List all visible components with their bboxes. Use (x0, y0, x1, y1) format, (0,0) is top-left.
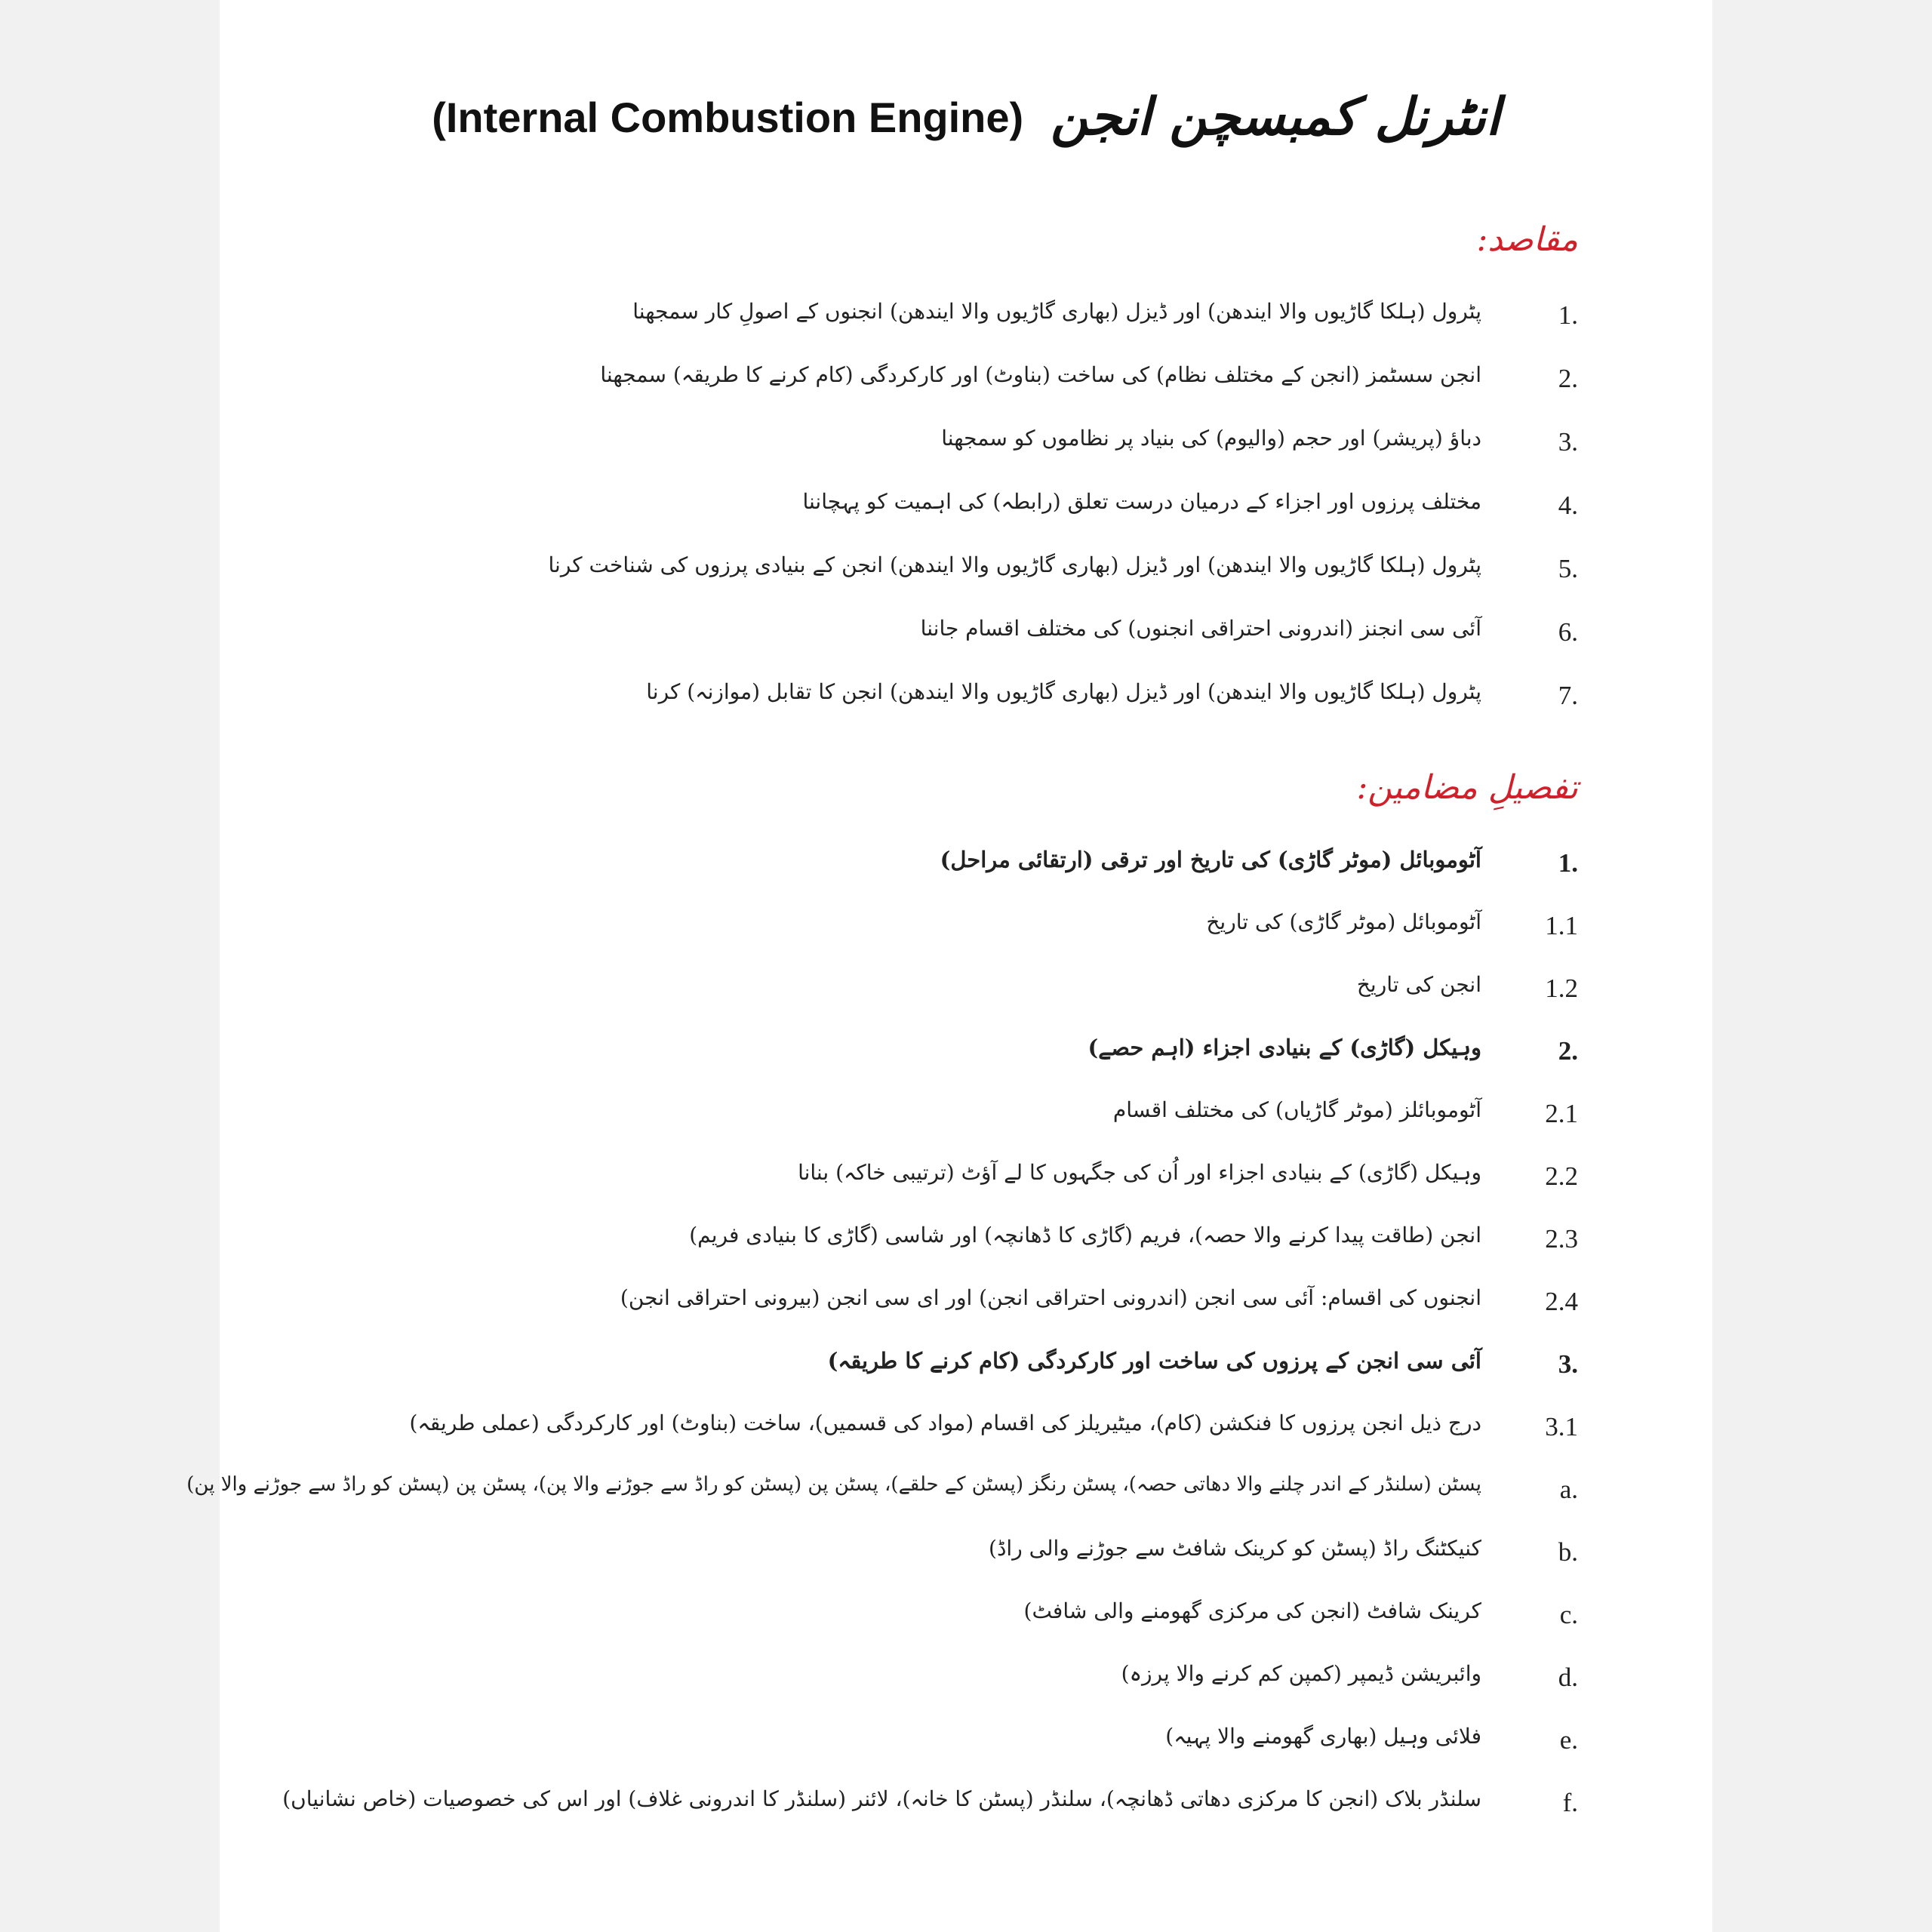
detail-text: انجن کی تاریخ (1356, 972, 1481, 997)
document-page (186, 0, 1712, 1932)
detail-number: c. (1559, 1600, 1578, 1629)
details-heading: تفصیلِ مضامین: (1356, 768, 1578, 807)
detail-text: آئی سی انجن کے پرزوں کی ساخت اور کارکردگی (کام کرنے کا طریقہ) (827, 1348, 1481, 1374)
objective-text: مختلف پرزوں اور اجزاء کے درمیان درست تعلق (رابطہ) کی اہمیت کو پہچاننا (802, 489, 1481, 514)
detail-number: 1.1 (1545, 911, 1578, 940)
detail-number: 2.3 (1545, 1224, 1578, 1254)
detail-item (220, 1537, 1712, 1583)
objective-item (220, 427, 1712, 472)
detail-number: 2.1 (1545, 1099, 1578, 1128)
objective-number: 5. (1558, 554, 1578, 583)
detail-text: آٹوموبائل (موٹر گاڑی) کی تاریخ (1206, 909, 1481, 934)
detail-item (220, 1287, 1712, 1332)
detail-number: d. (1558, 1663, 1578, 1692)
objective-number: 7. (1558, 681, 1578, 710)
objective-item (220, 554, 1712, 599)
objective-item (220, 364, 1712, 409)
detail-text: آٹوموبائل (موٹر گاڑی) کی تاریخ اور ترقی (ارتقائی مراحل) (940, 847, 1481, 872)
detail-text: کنیکٹنگ راڈ (پسٹن کو کرینک شافٹ سے جوڑنے والی راڈ) (989, 1536, 1481, 1561)
objective-text: انجن سسٹمز (انجن کے مختلف نظام) کی ساخت (بناوٹ) اور کارکردگی (کام کرنے کا طریقہ) سمجھنا (600, 362, 1481, 387)
detail-text: پسٹن (سلنڈر کے اندر چلنے والا دھاتی حصہ)، پسٹن رنگز (پسٹن کے حلقے)، پسٹن پن (پسٹن کو راڈ سے جوڑنے والا پن)، پسٹن پن (پسٹن کو راڈ سے جوڑنے والا پن) (186, 1473, 1481, 1496)
detail-item (220, 1788, 1712, 1833)
detail-item (220, 1224, 1712, 1269)
detail-text: وہیکل (گاڑی) کے بنیادی اجزاء (اہم حصے) (1088, 1035, 1481, 1060)
objective-text: پٹرول (ہلکا گاڑیوں والا ایندھن) اور ڈیزل (بھاری گاڑیوں والا ایندھن) انجنوں کے اصولِ کار سمجھنا (632, 299, 1481, 324)
detail-number: f. (1562, 1788, 1578, 1817)
detail-text: انجن (طاقت پیدا کرنے والا حصہ)، فریم (گاڑی کا ڈھانچہ) اور شاسی (گاڑی کا بنیادی فریم) (689, 1223, 1481, 1247)
detail-item (220, 1099, 1712, 1144)
objective-item (220, 491, 1712, 536)
detail-item (220, 1036, 1712, 1081)
detail-number: 2. (1558, 1036, 1578, 1066)
objective-text: دباؤ (پریشر) اور حجم (والیوم) کی بنیاد پر نظاموں کو سمجھنا (941, 426, 1481, 451)
detail-text: آٹوموبائلز (موٹر گاڑیاں) کی مختلف اقسام (1112, 1097, 1481, 1122)
objective-number: 6. (1558, 617, 1578, 647)
detail-number: b. (1558, 1537, 1578, 1567)
detail-number: 3.1 (1545, 1412, 1578, 1441)
detail-text: فلائی وہیل (بھاری گھومنے والا پہیہ) (1165, 1724, 1481, 1749)
detail-item (220, 1412, 1712, 1457)
objective-item (220, 617, 1712, 663)
detail-number: 1.2 (1545, 974, 1578, 1003)
detail-text: سلنڈر بلاک (انجن کا مرکزی دھاتی ڈھانچہ)، سلنڈر (پسٹن کا خانہ)، لائنر (سلنڈر کا اندرونی غلاف) اور اس کی خصوصیات (خاص نشانیاں) (282, 1786, 1481, 1811)
objective-text: آئی سی انجنز (اندرونی احتراقی انجنوں) کی مختلف اقسام جاننا (920, 616, 1481, 641)
objective-item (220, 681, 1712, 726)
detail-number: 2.4 (1545, 1287, 1578, 1316)
objective-item (220, 300, 1712, 346)
detail-item (220, 1600, 1712, 1645)
objective-text: پٹرول (ہلکا گاڑیوں والا ایندھن) اور ڈیزل (بھاری گاڑیوں والا ایندھن) انجن کے بنیادی پرزوں کی شناخت کرنا (548, 552, 1481, 577)
detail-item (186, 1473, 1712, 1520)
detail-item (220, 1161, 1712, 1207)
title-urdu: انٹرنل کمبسچن انجن (1051, 87, 1500, 147)
objective-number: 3. (1558, 427, 1578, 457)
detail-text: درج ذیل انجن پرزوں کا فنکشن (کام)، میٹیریلز کی اقسام (مواد کی قسمیں)، ساخت (بناوٹ) اور کارکردگی (عملی طریقہ) (409, 1411, 1481, 1435)
detail-item (220, 1349, 1712, 1395)
detail-number: 2.2 (1545, 1161, 1578, 1191)
detail-number: 3. (1558, 1349, 1578, 1379)
detail-item (220, 1663, 1712, 1708)
detail-number: e. (1559, 1725, 1578, 1755)
detail-item (220, 1725, 1712, 1770)
detail-number: 1. (1558, 848, 1578, 878)
page-title (220, 87, 1712, 147)
objectives-heading: مقاصد: (1476, 220, 1578, 259)
detail-text: انجنوں کی اقسام: آئی سی انجن (اندرونی احتراقی انجن) اور ای سی انجن (بیرونی احتراقی انجن) (620, 1285, 1481, 1310)
detail-item (220, 848, 1712, 894)
objective-number: 4. (1558, 491, 1578, 520)
detail-number: a. (1559, 1475, 1578, 1504)
detail-item (220, 974, 1712, 1019)
detail-text: وائبریشن ڈیمپر (کمپن کم کرنے والا پرزہ) (1121, 1661, 1481, 1686)
objective-text: پٹرول (ہلکا گاڑیوں والا ایندھن) اور ڈیزل (بھاری گاڑیوں والا ایندھن) انجن کا تقابل (موازنہ) کرنا (646, 679, 1481, 704)
objective-number: 2. (1558, 364, 1578, 393)
detail-text: وہیکل (گاڑی) کے بنیادی اجزاء اور اُن کی جگہوں کا لے آؤٹ (ترتیبی خاکہ) بنانا (798, 1160, 1481, 1185)
detail-item (220, 911, 1712, 956)
objective-number: 1. (1558, 300, 1578, 330)
detail-text: کرینک شافٹ (انجن کی مرکزی گھومنے والی شافٹ) (1023, 1598, 1481, 1623)
title-english: (Internal Combustion Engine) (432, 93, 1024, 141)
